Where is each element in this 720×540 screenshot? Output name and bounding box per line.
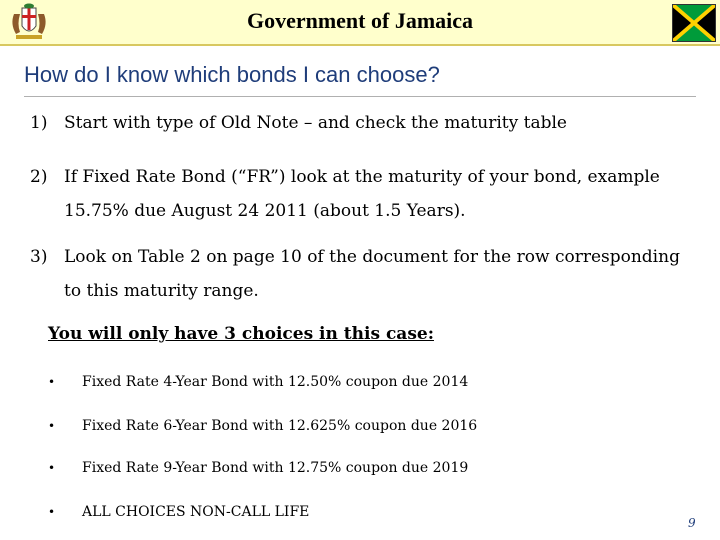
bullet-icon: • <box>48 375 56 389</box>
step-number: 2) <box>30 167 48 187</box>
step-3 <box>30 240 680 308</box>
choice-text: Fixed Rate 9-Year Bond with 12.75% coupon due 2019 <box>82 460 469 476</box>
step-text: Look on Table 2 on page 10 of the document for the row corresponding <box>64 247 680 267</box>
choice-item <box>48 374 468 390</box>
choices-heading: You will only have 3 choices in this case: <box>48 324 434 344</box>
bullet-icon: • <box>48 505 56 519</box>
header-band <box>0 0 720 46</box>
step-text-continued: 15.75% due August 24 2011 (about 1.5 Years). <box>64 201 466 221</box>
step-2 <box>30 160 660 228</box>
step-number: 3) <box>30 247 48 267</box>
choice-text: Fixed Rate 4-Year Bond with 12.50% coupon due 2014 <box>82 374 469 390</box>
header-title: Government of Jamaica <box>246 8 474 33</box>
bullet-icon: • <box>48 419 56 433</box>
page-number: 9 <box>688 516 696 530</box>
choice-item <box>48 418 477 434</box>
step-1 <box>30 106 567 140</box>
title-divider <box>24 96 696 97</box>
step-text-continued: to this maturity range. <box>64 281 259 301</box>
choice-item <box>48 460 468 476</box>
choice-text: ALL CHOICES NON-CALL LIFE <box>82 504 310 520</box>
choice-item <box>48 504 309 520</box>
bullet-icon: • <box>48 461 56 475</box>
choice-text: Fixed Rate 6-Year Bond with 12.625% coupon due 2016 <box>82 418 478 434</box>
jamaica-flag-icon <box>672 4 716 42</box>
step-number: 1) <box>30 113 48 133</box>
slide-title: How do I know which bonds I can choose? <box>24 62 440 87</box>
step-text: If Fixed Rate Bond (“FR”) look at the maturity of your bond, example <box>64 167 660 187</box>
step-text: Start with type of Old Note – and check the maturity table <box>64 113 567 133</box>
